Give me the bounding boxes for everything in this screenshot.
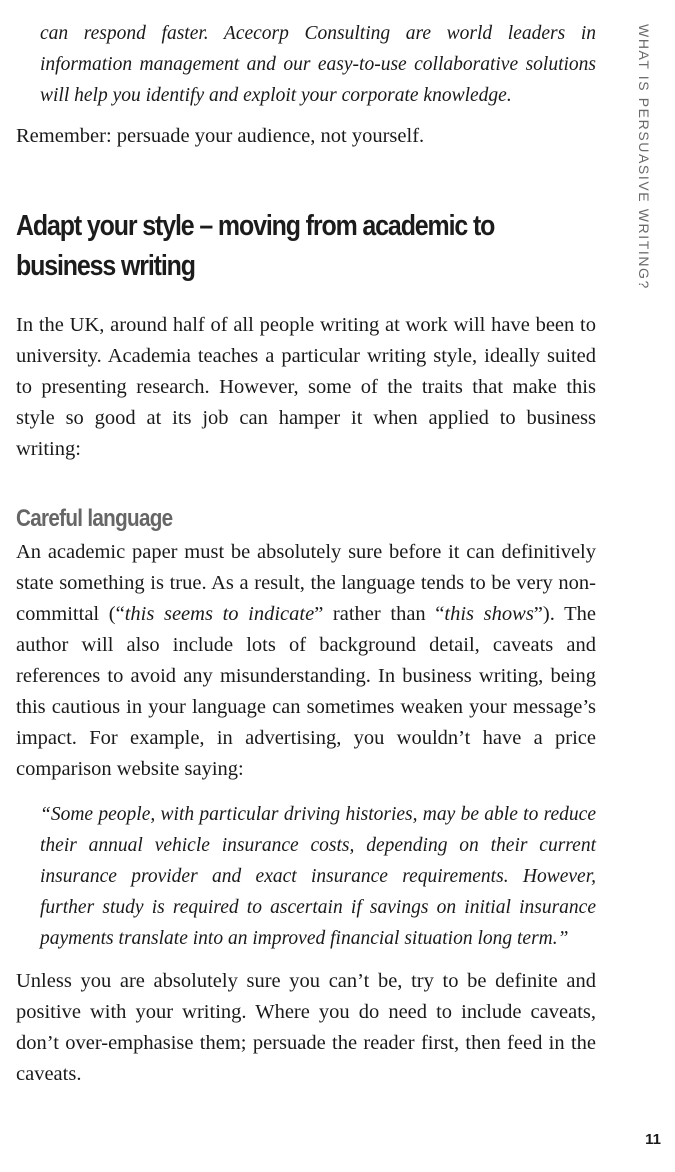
running-header: WHAT IS PERSUASIVE WRITING? <box>636 24 652 290</box>
page-body <box>16 18 596 1090</box>
reminder-text: Remember: persuade your audience, not yourself. <box>16 125 425 147</box>
closing-paragraph: Unless you are absolutely sure you can’t be, try to be definite and positive with your writing. Where you do need to include caveats, don’t over-emphasise them; persuade the reader first, then feed in the caveats. <box>16 970 596 1085</box>
careful-language-text-1: An academic paper must be absolutely sure before it can definitively state something is true. As a result, the language tends to be very non-committal (“ <box>16 541 596 625</box>
example-quote-insurance: “Some people, with particular driving histories, may be able to reduce their annual vehicle insurance costs, depending on their current insurance provider and exact insurance requirements. However, further study is required to ascertain if savings on initial insurance payments translate into an improved financial situation long term.” <box>40 804 596 949</box>
careful-language-emphasis-1: this seems to indicate <box>124 603 315 625</box>
careful-language-paragraph <box>16 537 596 785</box>
example-quote-acecorp: can respond faster. Acecorp Consulting are world leaders in information management and our easy-to-use collaborative solutions will help you identify and exploit your corporate knowledge. <box>40 23 596 106</box>
section-heading: Adapt your style – moving from academic to business writing <box>16 210 495 282</box>
careful-language-text-3: ”). The author will also include lots of background detail, caveats and references to avoid any misunderstanding. In business writing, being this cautious in your language can sometimes weaken your message’s impact. For example, in advertising, you wouldn’t have a price comparison website saying: <box>16 603 596 780</box>
intro-paragraph: In the UK, around half of all people writing at work will have been to university. Academia teaches a particular writing style, ideally suited to presenting research. However, some of the traits that make this style so good at its job can hamper it when applied to business writing: <box>16 314 596 460</box>
page-number: 11 <box>645 1131 661 1148</box>
subsection-heading: Careful language <box>16 505 173 532</box>
careful-language-text-2: ” rather than “ <box>314 603 445 625</box>
careful-language-emphasis-2: this shows <box>444 603 534 625</box>
